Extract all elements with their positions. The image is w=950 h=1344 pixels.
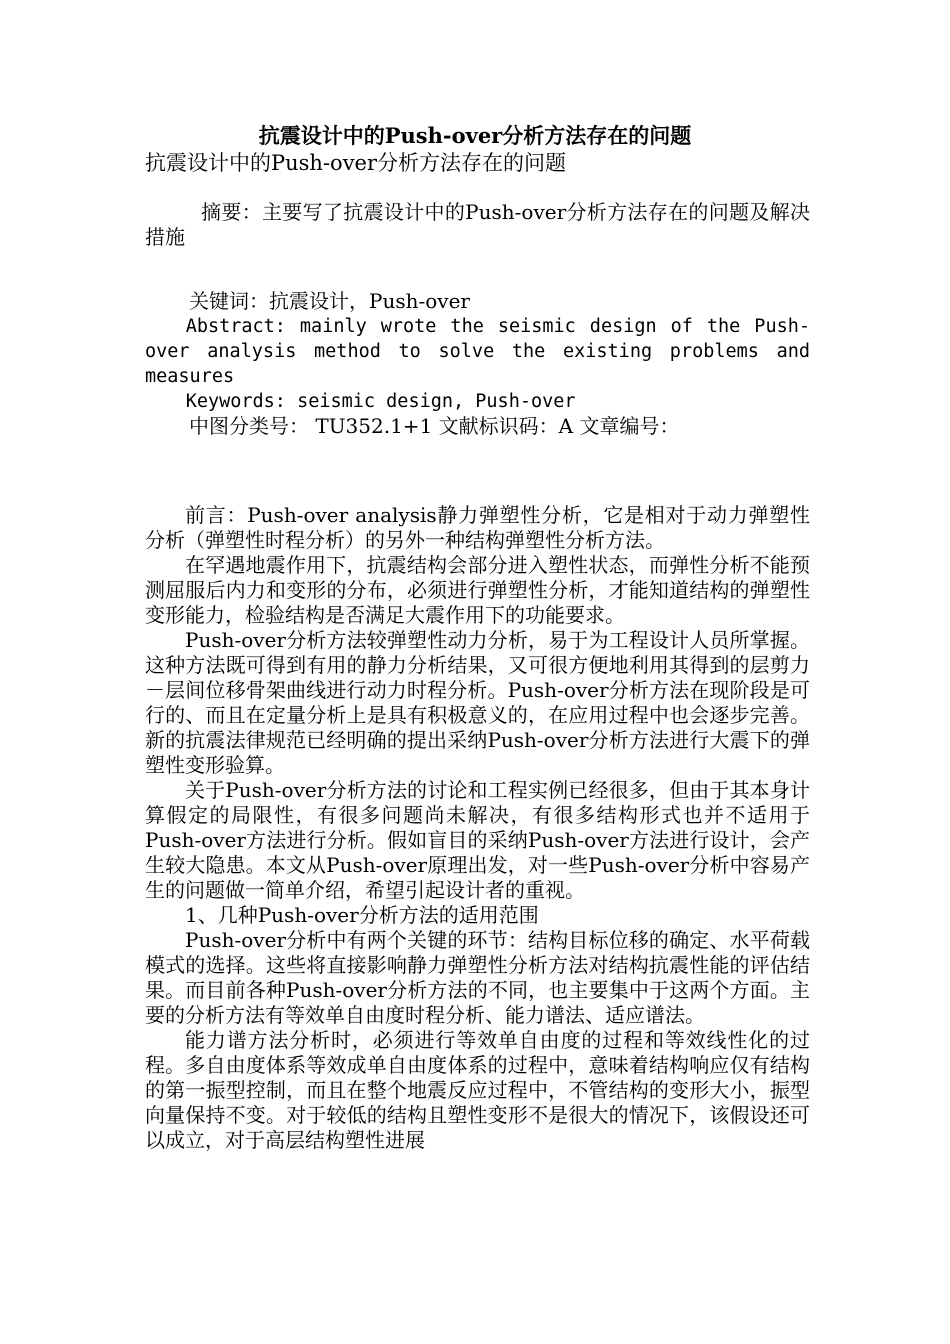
paragraph-rare-earthquake: 在罕遇地震作用下，抗震结构会部分进入塑性状态，而弹性分析不能预测屈服后内力和变形的分布，必须进行弹塑性分析，才能知道结构的弹塑性变形能力，检验结构是否满足大震作用下的功能要求。 [145, 553, 810, 627]
abstract-chinese: 摘要：主要写了抗震设计中的Push-over分析方法存在的问题及解决措施 [145, 200, 810, 249]
document-title: 抗震设计中的Push-over分析方法存在的问题 [258, 123, 692, 148]
keywords-chinese: 关键词：抗震设计，Push-over [189, 289, 470, 313]
document-subtitle: 抗震设计中的Push-over分析方法存在的问题 [145, 151, 567, 175]
paragraph-capacity-spectrum: 能力谱方法分析时，必须进行等效单自由度的过程和等效线性化的过程。多自由度体系等效成单自由度体系的过程中，意味着结构响应仅有结构的第一振型控制，而且在整个地震反应过程中，不管结构的变形大小，振型向量保持不变。对于较低的结构且塑性变形不是很大的情况下，该假设还可以成立，对于高层结构塑性进展 [145, 1028, 810, 1152]
keywords-english: Keywords: seismic design, Push-over [185, 391, 576, 412]
paragraph-limitations: 关于Push-over分析方法的讨论和工程实例已经很多，但由于其本身计算假定的局限性，有很多问题尚未解决，有很多结构形式也并不适用于Push-over方法进行分析。假如盲目的采纳Push-over方法进行设计，会产生较大隐患。本文从Push-over原理出发，对一些Push-over分析中容易产生的问题做一简单介绍，希望引起设计者的重视。 [145, 778, 810, 902]
abstract-english: Abstract: mainly wrote the seismic design of the Push-over analysis method to solve the existing problems and measures [145, 316, 810, 387]
section-heading-1: 1、几种Push-over分析方法的适用范围 [185, 903, 539, 927]
classification-line: 中图分类号： TU352.1+1 文献标识码：A 文章编号： [189, 414, 680, 438]
document-body [145, 200, 810, 1153]
paragraph-key-steps: Push-over分析中有两个关键的环节：结构目标位移的确定、水平荷载模式的选择。这些将直接影响静力弹塑性分析方法对结构抗震性能的评估结果。而目前各种Push-over分析方法的不同，也主要集中于这两个方面。主要的分析方法有等效单自由度时程分析、能力谱法、适应谱法。 [145, 928, 810, 1027]
paragraph-method-advantages: Push-over分析方法较弹塑性动力分析，易于为工程设计人员所掌握。这种方法既可得到有用的静力分析结果，又可很方便地利用其得到的层剪力－层间位移骨架曲线进行动力时程分析。Push-over分析方法在现阶段是可行的、而且在定量分析上是具有积极意义的，在应用过程中也会逐步完善。新的抗震法律规范已经明确的提出采纳Push-over分析方法进行大震下的弹塑性变形验算。 [145, 628, 810, 777]
paragraph-preface: 前言：Push-over analysis静力弹塑性分析，它是相对于动力弹塑性分析（弹塑性时程分析）的另外一种结构弹塑性分析方法。 [145, 503, 810, 552]
